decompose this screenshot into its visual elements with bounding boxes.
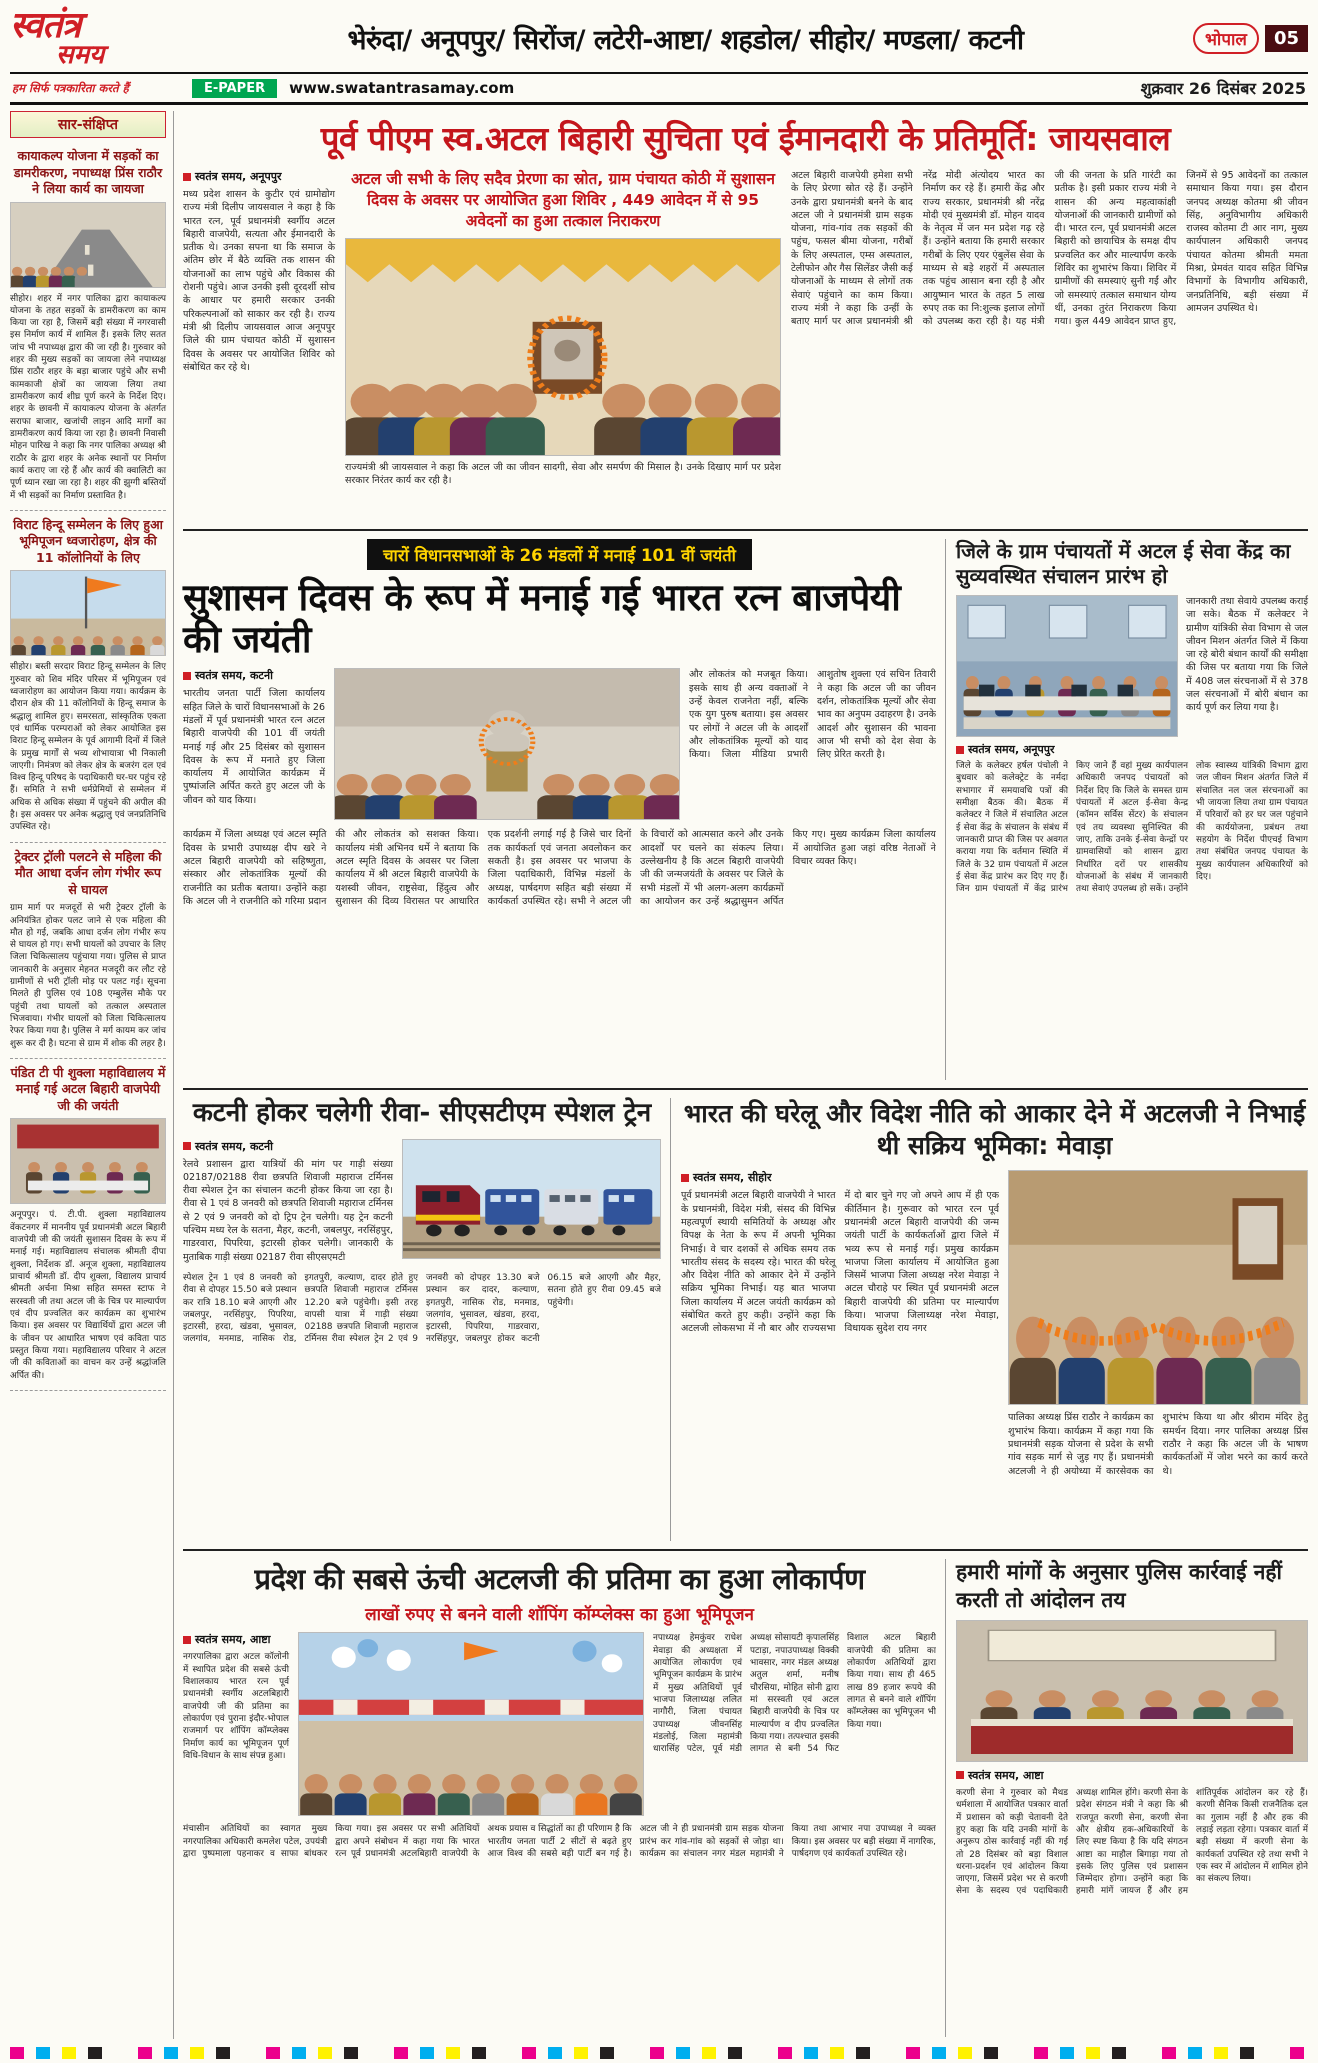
byline-text: स्वतंत्र समय, सीहोर — [693, 1171, 772, 1185]
brief-body: सीहोर। बस्ती सरदार विराट हिन्दू सम्मेलन के लिए गुरुवार को शिव मंदिर परिसर में भूमिपूजन एवं ध्वजारोहण का आयोजन किया गया। कार्यक्रम के दौरान क्षेत्र की 11 कॉलोनियों के हिन्दू समाज के श्रद्धालु शामिल हुए। समरसता, सांस्कृतिक एकता एवं धार्मिक परम्पराओं को लेकर आयोजित इस विराट हिन्दू सम्मेलन के पूर्व आगामी दिनों में जिले के प्रमुख मार्गों से भव्य शोभायात्रा भी निकाली जाएगी। निमंत्रण को लेकर क्षेत्र के बजरंग दल एवं विश्व हिन्दू परिषद के पदाधिकारी घर-घर पहुंच रहे हैं। समिति ने सभी धर्मप्रेमियों से सम्मेलन में अधिक से अधिक संख्या में पहुंचने की अपील की है। इस अवसर पर अनेक श्रद्धालु एवं जनप्रतिनिधि उपस्थित रहे। — [10, 662, 166, 833]
byline-text: स्वतंत्र समय, अनूपपुर — [195, 170, 282, 183]
brief-item — [10, 843, 166, 1059]
byline-marker-icon — [183, 1636, 191, 1644]
brief-body: सीहोर। शहर में नगर पालिका द्वारा कायाकल्प योजना के तहत सड़कों के डामरीकरण का काम किया जा रहा है, जिसमें बड़ी संख्या में नगरवासी इस निर्माण कार्य में शामिल हैं। इसके लिए सतत जांच भी नपाध्यक्ष द्वारा की जा रही है। गुरुवार को शहर की मुख्य सड़कों का जायजा लेने नपाध्यक्ष प्रिंस राठौर शहर के बड़ा बाजार पहुंचे और सभी कामकाजी क्षेत्रों का जायजा लिया तथा डामरीकरण कार्य शीघ्र पूर्ण करने के निर्देश दिए। शहर के छावनी में कायाकल्प योजना के अंतर्गत सराफा बाजार, खजांची लाइन आदि मार्गों का डामरीकरण कार्य किया जा रहा है। छावनी निवासी मोहन पारिख ने कहा कि नगर पालिका अध्यक्ष श्री राठौर के द्वारा शहर के अनेक स्थानों पर निर्माण कार्य कराए जा रहे हैं और कार्य की क्वालिटी का पूर्ण ध्यान रखा जा रहा है। शहर की झुग्गी बस्तियों में भी सड़कों का निर्माण प्रस्तावित है। — [10, 293, 166, 501]
eseva-body: जिले के कलेक्टर हर्षल पंचोली ने बुधवार को कलेक्ट्रेट के नर्मदा सभागार में समयावधि पत्रों की समीक्षा बैठक की। बैठक में कलेक्टर ने जिले में संचालित अटल ई सेवा केंद्र के संचालन के संबंध में जानकारी प्राप्त की जिस पर अवगत कराया गया कि वर्तमान स्थिति में जिले के 32 ग्राम पंचायतों में अटल ई सेवा केंद्र प्रारंभ कर दिए गए हैं। जिन ग्राम पंचायतों में केंद्र प्रारंभ किए जाने हैं वहां मुख्य कार्यपालन अधिकारी जनपद पंचायतों को निर्देश दिए कि जिले के समस्त ग्राम पंचायतों में अटल ई-सेवा केन्द्र (कॉमन सर्विस सेंटर) के संचालन एवं तय व्यवस्था सुनिश्चित की जाए, ताकि उनके ई-सेवा केन्द्रों पर ग्रामवासियों को शासन द्वारा निर्धारित दरों पर शासकीय योजनाओं के संबंध में जानकारी तथा सेवाएं उपलब्ध हो सकें। उन्होंने लोक स्वास्थ्य यांत्रिकी विभाग द्वारा जल जीवन मिशन अंतर्गत जिले में संचालित नल जल संरचनाओं का भी जायजा लिया तथा ग्राम पंचायत में परिवारों को हर घर जल पहुंचाने की कार्ययोजना, प्रबंधन तथा सहयोग के निर्देश पीएचई विभाग तथा संबंधित जनपद पंचायत के मुख्य कार्यपालन अधिकारियों को दिए। — [956, 761, 1308, 895]
brief-body: अनूपपुर। पं. टी.पी. शुक्ला महाविद्यालय वेंकटनगर में माननीय पूर्व प्रधानमंत्री अटल बिहारी वाजपेयी जी की जयंती सुशासन दिवस के रूप में मनाई गई। महाविद्यालय संचालक श्रीमती दीपा शुक्ला, निर्देशक डॉ. अनूज शुक्ला, महाविद्यालय प्राचार्य श्रीमती डॉ. दीप शुक्ला, विद्यालय प्राचार्य श्रीमती अर्चना मिश्रा सहित समस्त स्टाफ ने सरस्वती जी तथा अटल जी के चित्र पर माल्यार्पण एवं दीप प्रज्वलित कर कार्यक्रम का शुभारंभ किया। इस अवसर पर विद्यार्थियों द्वारा अटल जी के जीवन पर आधारित भाषण एवं कविता पाठ प्रस्तुत किया गया। महाविद्यालय परिवार ने अटल जी की कविताओं का वाचन कर उन्हें श्रद्धांजलि अर्पित की। — [10, 1210, 166, 1381]
top-story-photo — [345, 238, 781, 456]
statue-subhead: लाखों रुपए से बनने वाली शॉपिंग कॉम्प्लेक्स का हुआ भूमिपूजन — [365, 1605, 754, 1626]
byline-marker-icon — [956, 1771, 964, 1779]
karni-photo — [956, 1620, 1308, 1762]
top-story-headline: पूर्व पीएम स्व.अटल बिहारी सुचिता एवं ईमानदारी के प्रतिमूर्ति: जायसवाल — [320, 119, 1171, 158]
mewada-left-text: पूर्व प्रधानमंत्री अटल बिहारी वाजपेयी ने भारत के प्रधानमंत्री, विदेश मंत्री, संसद की विभिन्न महत्वपूर्ण स्थायी समितियों के अध्यक्ष और विपक्ष के नेता के रूप में अपनी भूमिका निभाई। वे चार दशकों से अधिक समय तक भारतीय संसद के सदस्य रहे। भारत की घरेलू और विदेश नीति को आकार देने में उन्होंने सक्रिय भूमिका निभाई। यह बात भाजपा जिला कार्यालय में अटल जयंती कार्यक्रम को संबोधित करते हुए कही। उन्होंने कहा कि अटलजी लोकसभा में नौ बार और राज्यसभा में दो बार चुने गए जो अपने आप में ही एक कीर्तिमान है। गुरूवार को भारत रत्न पूर्व प्रधानमंत्री अटल बिहारी वाजपेयी की जन्म जयंती पार्टी के कार्यकर्ताओं द्वारा जिले में भव्य रूप से मनाई गई। प्रमुख कार्यक्रम भाजपा जिला कार्यालय में आयोजित हुआ जिसमें भाजपा जिला अध्यक्ष नरेश मेवाड़ा ने अटल चौराहे पर स्थित पूर्व प्रधानमंत्री अटल बिहारी वाजपेयी की प्रतिमा पर माल्यार्पण किया। भाजपा जिलाध्यक्ष नरेश मेवाड़ा, विधायक सुदेश राय नगर — [681, 1190, 999, 1335]
briefs-sidebar — [10, 111, 174, 2039]
jayanti-kicker-banner: चारों विधानसभाओं के 26 मंडलों में मनाई 101 वीं जयंती — [367, 539, 752, 570]
byline-text: स्वतंत्र समय, आष्टा — [195, 1633, 271, 1647]
issue-date: शुक्रवार 26 दिसंबर 2025 — [1140, 79, 1306, 98]
train-body: स्पेशल ट्रेन 1 एवं 8 जनवरी को रीवा से दोपहर 15.50 बजे प्रस्थान कर रात्रि 18.10 बजे आएगी और जबलपुर, नरसिंहपुर, पिपरिया, इटारसी, हरदा, खंडवा, भुसावल, जलगांव, मनमाड, नासिक रोड, इगतपुरी, कल्याण, दादर होते हुए छत्रपति शिवाजी महाराज टर्मिनस 12.20 बजे पहुंचेगी। इसी तरह वापसी यात्रा में गाड़ी संख्या 02188 छत्रपति शिवाजी महाराज टर्मिनस रीवा स्पेशल ट्रेन 2 एवं 9 जनवरी को दोपहर 13.30 बजे प्रस्थान कर दादर, कल्याण, इगतपुरी, नासिक रोड, मनमाड, जलगांव, भुसावल, खंडवा, हरदा, इटारसी, पिपरिया, गाडरवारा, नरसिंहपुर, जबलपुर होकर कटनी 06.15 बजे आएगी और मैहर, सतना होते हुए रीवा 09.45 बजे पहुंचेगी। — [183, 1272, 661, 1345]
byline-text: स्वतंत्र समय, आष्टा — [968, 1768, 1044, 1782]
byline-marker-icon — [183, 672, 191, 680]
statue-story — [183, 1559, 946, 2037]
karni-story — [956, 1559, 1308, 2037]
statue-photo — [298, 1632, 644, 1816]
page-number: 05 — [1265, 25, 1308, 52]
eseva-side-text: जानकारी तथा सेवाये उपलब्ध कराई जा सके। बैठक में कलेक्टर ने ग्रामीण यांत्रिकी सेवा विभाग से जल जीवन मिशन अंतर्गत जिले में किया जा रहे बोरी बंधान कार्यों की समीक्षा की जिस पर बताया गया कि जिले में 408 जल संरचनाओं में से 378 जल संरचनाओं में बोरी बंधान का कार्य पूर्ण कर लिया गया है। — [1186, 596, 1308, 714]
edition-regions: भेरुंदा/ अनूपपुर/ सिरोंज/ लटेरी-आष्टा/ शहडोल/ सीहोर/ मण्डला/ कटनी — [347, 24, 1024, 56]
karni-headline: हमारी मांगों के अनुसार पुलिस कार्रवाई नहीं करती तो आंदोलन तय — [956, 1560, 1282, 1612]
eseva-story — [956, 539, 1308, 1080]
statue-headline: प्रदेश की सबसे ऊंची अटलजी की प्रतिमा का हुआ लोकार्पण — [254, 1562, 865, 1597]
byline-text: स्वतंत्र समय, अनूपपुर — [968, 743, 1055, 756]
statue-col1-text: नगरपालिका द्वारा अटल कॉलोनी में स्थापित प्रदेश की सबसे ऊंची विशालकाय भारत रत्न पूर्व प्रधानमंत्री स्वर्गीय अटलबिहारी वाजपेयी जी की प्रतिमा का लोकार्पण एवं पुराना इंदौर-भोपाल राजमार्ग पर शॉपिंग कॉम्प्लेक्स निर्माण कार्य का भूमिपूजन पूर्ण विधि-विधान के साथ संपन्न हुआ। — [183, 1652, 289, 1761]
edition-box — [1193, 23, 1308, 54]
eseva-headline: जिले के ग्राम पंचायतों में अटल ई सेवा केंद्र का सुव्यवस्थित संचालन प्रारंभ हो — [956, 539, 1291, 588]
byline-marker-icon — [681, 1174, 689, 1182]
byline — [183, 1632, 289, 1647]
top-story — [183, 111, 1308, 531]
mewada-headline: भारत की घरेलू और विदेश नीति को आकार देने में अटलजी ने निभाई थी सक्रिय भूमिका: मेवाड़ा — [683, 1099, 1306, 1161]
train-headline: कटनी होकर चलेगी रीवा- सीएसटीएम स्पेशल ट्रेन — [192, 1098, 652, 1129]
byline-text: स्वतंत्र समय, कटनी — [195, 1139, 273, 1153]
byline-marker-icon — [183, 173, 191, 181]
brief-title: पंडित टी पी शुक्ला महाविद्यालय में मनाई गई अटल बिहारी वाजपेयी जी की जयंती — [10, 1064, 166, 1113]
top-story-center-text: राज्यमंत्री श्री जायसवाल ने कहा कि अटल जी का जीवन सादगी, सेवा और समर्पण की मिसाल है। उनके दिखाए मार्ग पर प्रदेश सरकार निरंतर कार्य कर रही है। — [345, 461, 781, 487]
print-registration-marks — [10, 2047, 1308, 2059]
masthead — [10, 6, 1308, 105]
edition-city: भोपाल — [1193, 23, 1259, 54]
byline — [183, 169, 335, 184]
brief-item — [10, 511, 166, 843]
logo-line-2: समय — [56, 40, 105, 70]
byline — [956, 1768, 1308, 1783]
brief-photo — [10, 202, 166, 288]
brief-item — [10, 142, 166, 511]
website-link[interactable]: www.swatantrasamay.com — [289, 79, 515, 97]
jayanti-headline: सुशासन दिवस के रूप में मनाई गई भारत रत्न बाजपेयी की जयंती — [183, 576, 901, 662]
mewada-story — [681, 1098, 1308, 1541]
karni-body: करणी सेना ने गुरुवार को मैथड धर्मशाला में आयोजित पत्रकार वार्ता में प्रशासन को कड़ी चेतावनी देते हुए कहा कि यदि उनकी मांगों के अनुरूप ठोस कार्रवाई नहीं की गई तो 28 दिसंबर को बड़ा विशाल धरना-प्रदर्शन एवं आंदोलन किया जाएगा, जिसमें प्रदेश भर से करणी सेना के सदस्य एवं पदाधिकारी अध्यक्ष शामिल होंगे। करणी सेना के प्रदेश संगठन मंत्री ने कहा कि श्री राजपूत करणी सेना, करणी सेना और क्षेत्रीय हक-अधिकारियों के लिए स्पष्ट किया है कि यदि संगठन आष्टा का माहौल बिगाड़ा गया तो इसके लिए पुलिस एवं प्रशासन जिम्मेदार होगा। उन्होंने कहा कि हमारी मांगें जायज हैं और हम शांतिपूर्वक आंदोलन कर रहे हैं। करणी सैनिक किसी राजनैतिक दल का गुलाम नहीं है और हक की लड़ाई लड़ता रहेगा। पत्रकार वार्ता में बड़ी संख्या में करणी सेना के कार्यकर्ता उपस्थित रहे तथा सभी ने एक स्वर में आंदोलन में शामिल होने का संकल्प लिया। — [956, 1787, 1308, 1897]
statue-bottom-text: मंचासीन अतिथियों का स्वागत मुख्य नगरपालिका अधिकारी कमलेश पटेल, उपयंत्री द्वारा पुष्पमाला पहनाकर व साफा बांधकर किया गया। इस अवसर पर सभी अतिथियों द्वारा अपने संबोधन में कहा गया कि भारत रत्न पूर्व प्रधानमंत्री अटलबिहारी वाजपेयी के अथक प्रयास व सिद्धांतों का ही परिणाम है कि भारतीय जनता पार्टी 2 सीटों से बढ़ते हुए आज विश्व की सबसे बड़ी पार्टी बन गई है। अटल जी ने ही प्रधानमंत्री ग्राम सड़क योजना प्रारंभ कर गांव-गांव को सड़कों से जोड़ा था। कार्यक्रम का संचालन नगर मंडल महामंत्री ने किया तथा आभार नपा उपाध्यक्ष ने व्यक्त किया। इस अवसर पर बड़ी संख्या में नागरिक, पार्षदगण एवं कार्यकर्ता उपस्थित रहे। — [183, 1824, 936, 1859]
brief-photo — [10, 1118, 166, 1204]
jayanti-col1-text: भारतीय जनता पार्टी जिला कार्यालय सहित जिले के चारों विधानसभाओं के 26 मंडलों में पूर्व प्रधानमंत्री भारत रत्न अटल बिहारी वाजपेयी की 101 वीं जयंती मनाई गई और 25 दिसंबर को सुशासन दिवस के रूप में मनाते हुए जिला कार्यालय में आयोजित कार्यक्रम में पुष्पांजलि अर्पित करते हुए अटल जी के जीवन को याद किया। — [183, 688, 325, 806]
byline — [183, 668, 325, 683]
brief-body: ग्राम मार्ग पर मजदूरों से भरी ट्रेक्टर ट्रॉली के अनियंत्रित होकर पलट जाने से एक महिला की मौत हो गई, जबकि आधा दर्जन लोग गंभीर रूप से घायल हो गए। सभी घायलों को उपचार के लिए जिला चिकित्सालय पहुंचाया गया। पुलिस से प्राप्त जानकारी के अनुसार मेहनत मजदूरी कर लौट रहे ग्रामीणों से भरी ट्रॉली मोड़ पर पलट गई। सूचना मिलते ही पुलिस एवं 108 एम्बुलेंस मौके पर पहुंची तथा घायलों को तत्काल अस्पताल भिजवाया। गंभीर घायलों को जिला चिकित्सालय रेफर किया गया है। पुलिस ने मर्ग कायम कर जांच शुरू कर दी है। घटना से ग्राम में शोक की लहर है। — [10, 903, 166, 1049]
main-content — [183, 111, 1308, 2039]
jayanti-right-text: और लोकतंत्र को मजबूत किया। इसके साथ ही अन्य वक्ताओं ने उन्हें केवल राजनेता नहीं, बल्कि एक युग पुरुष बताया। इस अवसर पर लोगों ने अटल जी के आदर्शों और लोकतांत्रिक मूल्यों को याद किया। जिला मीडिया प्रभारी आशुतोष शुक्ला एवं सचिन तिवारी ने कहा कि अटल जी का जीवन दर्शन, लोकतांत्रिक मूल्यों और सेवा भाव का अनुपम उदाहरण है। उनके आदर्श और सुशासन की भावना आज भी सभी को देश सेवा के लिए प्रेरित करती है। — [689, 669, 936, 761]
train-photo — [402, 1139, 661, 1259]
brief-photo — [10, 570, 166, 656]
eseva-photo — [956, 595, 1178, 737]
brief-title: कायाकल्प योजना में सड़कों का डामरीकरण, नपाध्यक्ष प्रिंस राठौर ने लिया कार्य का जायजा — [13, 148, 163, 196]
byline — [681, 1170, 999, 1185]
jayanti-story — [183, 539, 946, 1080]
top-story-subhead: अटल जी सभी के लिए सदैव प्रेरणा का स्रोत, ग्राम पंचायत कोठी में सुशासन दिवस के अवसर पर आयोजित हुआ शिविर , 449 आवेदन में से 95 अवेदनों का हुआ तत्काल निराकरण — [350, 170, 776, 230]
byline-marker-icon — [183, 1142, 191, 1150]
train-col1-text: रेलवे प्रशासन द्वारा यात्रियों की मांग पर गाड़ी संख्या 02187/02188 रीवा छत्रपति शिवाजी महाराज टर्मिनस रीवा स्पेशल ट्रेन का संचालन कटनी होकर किया जा रहा है। रीवा से 1 एवं 8 जनवरी को छत्रपति शिवाजी महाराज टर्मिनस से 2 एवं 9 जनवरी को दो ट्रिप ट्रेन चलेगी। यह ट्रेन कटनी पश्चिम मध्य रेल के सतना, मैहर, कटनी, जबलपुर, नरसिंहपुर, गाडरवारा, पिपरिया, इटारसी होकर चलेगी। जानकारी के मुताबिक गाड़ी संख्या 02187 रीवा सीएसएमटी — [183, 1158, 393, 1263]
top-story-body: अटल बिहारी वाजपेयी हमेशा सभी के लिए प्रेरणा स्रोत रहे हैं। उन्होंने उनके द्वारा प्रधानमंत्री बनने के बाद अटल जी ने प्रधानमंत्री ग्राम सड़क योजना, गांव-गांव तक सड़कों की पहुंच, फसल बीमा योजना, गरीबों के लिए अस्पताल, एम्स अस्पताल, टेलीफोन और गैस सिलेंडर जैसी कई योजनाओं के माध्यम से लोगों तक सेवाएं पहुंचाने का काम किया। राज्य मंत्री ने कहा कि उन्हीं के बताए मार्ग पर आज प्रधानमंत्री श्री नरेंद्र मोदी अंत्योदय भारत का निर्माण कर रहे हैं। हमारी केंद्र और राज्य सरकार, प्रधानमंत्री श्री नरेंद्र मोदी एवं मुख्यमंत्री डॉ. मोहन यादव के नेतृत्व में जन मन प्रदेश गढ़ रहे हैं। उन्होंने बताया कि हमारी सरकार गरीबों के लिए एयर एंबुलेंस सेवा के माध्यम से बड़े शहरों में अस्पताल तक पहुंच आसान बना रही है और आयुष्मान भारत के तहत 5 लाख रुपए तक का नि:शुल्क इलाज लोगों को उपलब्ध करा रही है। यह मंत्री जी की जनता के प्रति गारंटी का प्रतीक है। इसी प्रकार राज्य मंत्री ने शासन की अन्य महत्वाकांक्षी योजनाओं की जानकारी ग्रामीणों को दी। भारत रत्न, पूर्व प्रधानमंत्री अटल बिहारी को छायाचित्र के समक्ष दीप प्रज्वलित कर और माल्यार्पण करके शिविर का शुभारंभ किया। शिविर में ग्रामीणों की समस्याएं सुनी गईं और जो समस्याएं तत्काल समाधान योग्य थीं, उनका तुरंत निराकरण किया गया। कुल 449 आवेदन प्राप्त हुए, जिनमें से 95 आवेदनों का तत्काल समाधान किया गया। इस दौरान जनपद अध्यक्ष कोतमा श्री जीवन सिंह, अनुविभागीय अधिकारी राजस्व कोतमा टी आर नाग, मुख्य कार्यपालन अधिकारी जनपद पंचायत कोतमा श्रीमती ममता मिश्रा, प्रेमवंत यादव सहित विभिन्न विभागों के विभागीय अधिकारी, जनप्रतिनिधि, बड़ी संख्या में आमजन उपस्थित थे। — [791, 170, 1308, 328]
logo-line-1: स्वतंत्र — [10, 5, 81, 46]
newspaper-logo — [10, 5, 178, 70]
epaper-badge: E-PAPER — [192, 79, 277, 98]
tagline: हम सिर्फ पत्रकारिता करते हैं — [12, 80, 129, 95]
byline — [183, 1139, 393, 1154]
mewada-below-photo-text: पालिका अध्यक्ष प्रिंस राठौर ने कार्यक्रम का शुभारंभ किया। कार्यक्रम में कहा गया कि प्रधानमंत्री सड़क योजना से प्रदेश के सभी गांव सड़क मार्ग से जुड़ गए हैं। प्रधानमंत्री अटलजी ने ही अयोध्या में कारसेवक का शुभारंभ किया था और श्रीराम मंदिर हेतु समर्थन दिया। नगर पालिका अध्यक्ष प्रिंस राठौर ने कहा कि अटल जी के भाषण कार्यकर्ताओं में जोश भरने का कार्य करते थे। — [1008, 1412, 1308, 1477]
top-story-col1-text: मध्य प्रदेश शासन के कुटीर एवं ग्रामोद्योग राज्य मंत्री दिलीप जायसवाल ने कहा है कि भारत रत्न, पूर्व प्रधानमंत्री स्वर्गीय अटल बिहारी वाजपेयी, सत्यता और ईमानदारी के प्रतीक थे। उनका सपना था कि समाज के अंतिम छोर में बैठे व्यक्ति तक शासन की योजनाओं का लाभ पहुंचे और विकास की रोशनी पहुंचे। आज उनकी इसी दूरदर्शी सोच के आधार पर हमारी सरकार उनकी परिकल्पनाओं को साकार कर रही है। राज्य मंत्री श्री दिलीप जायसवाल आज अनूपपुर जिले की ग्राम पंचायत कोठी में सुशासन दिवस के अवसर पर आयोजित शिविर को संबोधित कर रहे थे। — [183, 189, 335, 373]
train-story — [183, 1098, 671, 1541]
statue-right-text: नपाध्यक्ष हेमकुंवर राधेश मेवाड़ा की अध्यक्षता में आयोजित लोकार्पण एवं भूमिपूजन कार्यक्रम के प्रारंभ में मुख्य अतिथियों पूर्व भाजपा जिलाध्यक्ष ललित नागौरी, जिला पंचायत उपाध्यक्ष जीवनसिंह मंडलोई, जिला महामंत्री धारासिंह पटेल, पूर्व मंडी अध्यक्ष सोसायटी कृपालसिंह पटाड़ा, नपाउपाध्यक्ष विक्की भावसार, नगर मंडल अध्यक्ष अतुल शर्मा, मनीष चौरसिया, मोहित सोनी द्वारा मां सरस्वती एवं अटल बिहारी वाजपेयी के चित्र पर माल्यार्पण व दीप प्रज्वलित किया गया। तत्पश्चात इसकी लागत से बनी 54 फिट विशाल अटल बिहारी वाजपेयी की प्रतिमा का लोकार्पण अतिथियों द्वारा किया गया। साथ ही 465 लाख 89 हजार रूपये की लागत से बनने वाले शॉपिंग कॉम्प्लेक्स का भूमिपूजन भी किया गया। — [653, 1633, 936, 1755]
brief-item — [10, 1059, 166, 1391]
jayanti-bottom-text: कार्यक्रम में जिला अध्यक्ष एवं अटल स्मृति दिवस के प्रभारी उपाध्यक्ष दीप खरे ने अटल बिहारी वाजपेयी को सहिष्णुता, संस्कार और लोकतांत्रिक मूल्यों की राजनीति का प्रतीक बताया। उन्होंने कहा कि अटल जी ने राजनीति को गरिमा प्रदान की और लोकतंत्र को सशक्त किया। कार्यालय मंत्री अभिनव धर्मे ने बताया कि अटल स्मृति दिवस के अवसर पर जिला कार्यालय में श्री अटल बिहारी वाजपेयी के यशस्वी जीवन, राष्ट्रसेवा, हिंदुत्व और सुशासन की दिव्य विरासत पर आधारित एक प्रदर्शनी लगाई गई है जिसे चार दिनों तक कार्यकर्ता एवं जनता अवलोकन कर सकती है। इस अवसर पर भाजपा के जिला पदाधिकारी, विभिन्न मंडलों के अध्यक्ष, पार्षदगण सहित बड़ी संख्या में कार्यकर्ता उपस्थित रहे। सभी ने अटल जी के विचारों को आत्मसात करने और उनके आदर्शों पर चलने का संकल्प लिया। उल्लेखनीय है कि अटल बिहारी वाजपेयी जी की जन्मजयंती के अवसर पर जिले के सभी मंडलों में भी अलग-अलग कार्यक्रमों का आयोजन कर उन्हें श्रद्धासुमन अर्पित किए गए। मुख्य कार्यक्रम जिला कार्यालय में आयोजित हुआ जहां वरिष्ठ नेताओं ने विचार व्यक्त किए। — [183, 829, 936, 907]
mewada-photo — [1008, 1170, 1308, 1405]
byline-marker-icon — [956, 746, 964, 754]
sidebar-section-title: सार-संक्षिप्त — [10, 111, 166, 138]
jayanti-photo — [334, 668, 680, 820]
byline-text: स्वतंत्र समय, कटनी — [195, 669, 273, 683]
brief-title: विराट हिन्दू सम्मेलन के लिए हुआ भूमिपूजन ध्वजारोहण, क्षेत्र की 11 कॉलोनियों के लिए — [13, 516, 163, 565]
byline — [956, 742, 1308, 757]
brief-title: ट्रेक्टर ट्रॉली पलटने से महिला की मौत आधा दर्जन लोग गंभीर रूप से घायल — [14, 848, 162, 897]
